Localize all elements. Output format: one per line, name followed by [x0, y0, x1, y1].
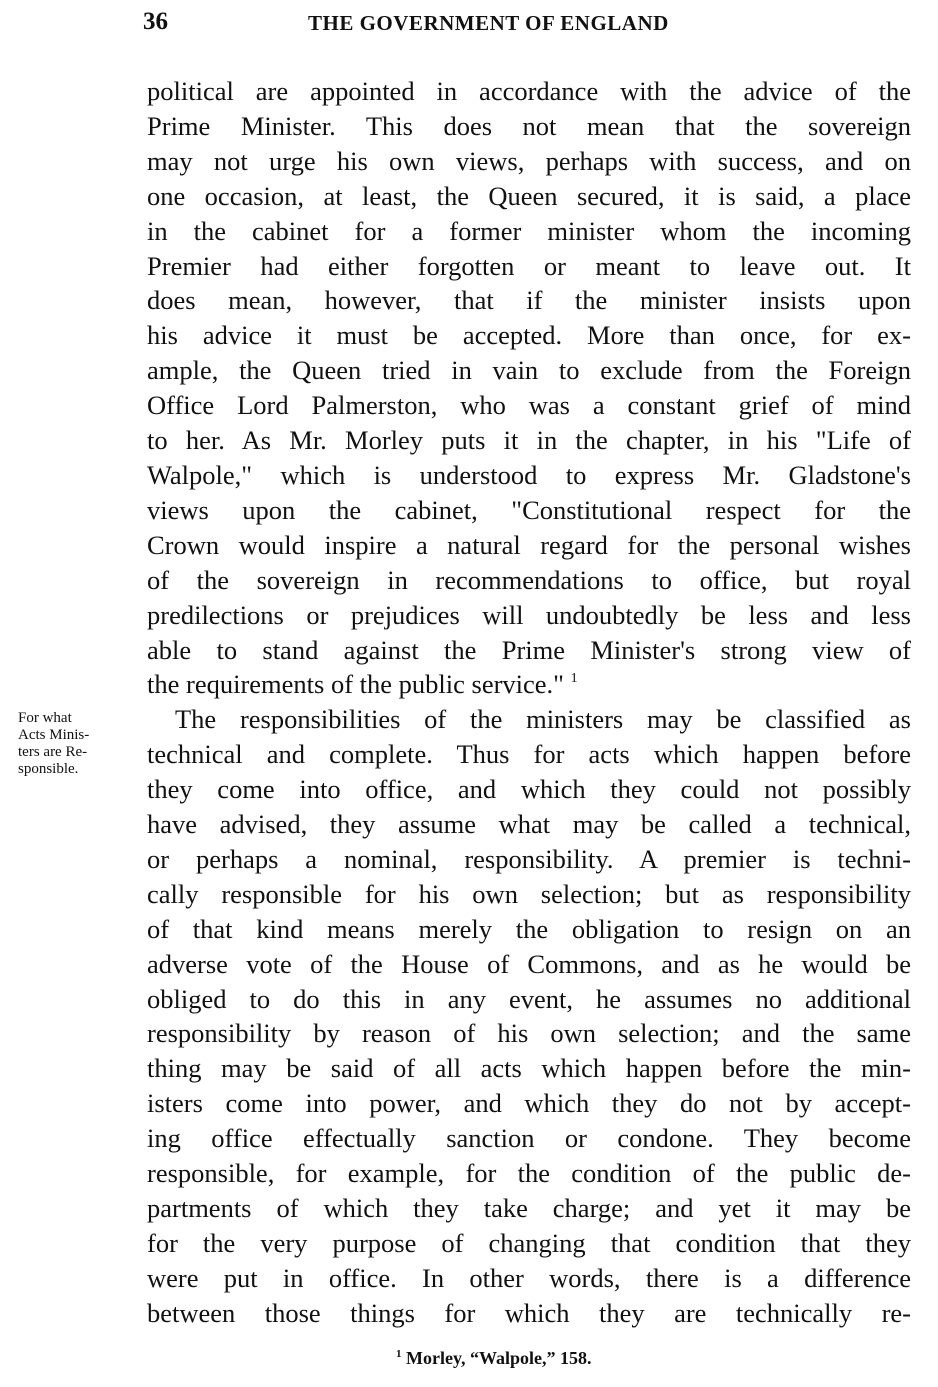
body-line: obliged to do this in any event, he assumes no additional	[147, 983, 911, 1014]
margin-note-line: ters are Re-	[18, 744, 88, 760]
body-line: his advice it must be accepted. More than once, for ex-	[147, 320, 911, 351]
body-text	[147, 74, 911, 1331]
body-line: of that kind means merely the obligation to resign on an	[147, 913, 911, 944]
body-line: for the very purpose of changing that condition that they	[147, 1227, 911, 1258]
body-line: to her. As Mr. Morley puts it in the chapter, in his "Life of	[147, 425, 911, 456]
body-line: they come into office, and which they could not possibly	[147, 774, 911, 805]
footnote	[396, 1348, 591, 1369]
body-line: responsibility by reason of his own selection; and the same	[147, 1018, 911, 1049]
body-line: may not urge his own views, perhaps with success, and on	[147, 145, 911, 176]
body-line: predilections or prejudices will undoubtedly be less and less	[147, 599, 911, 630]
body-line: of the sovereign in recommendations to office, but royal	[147, 564, 911, 595]
body-line: technical and complete. Thus for acts which happen before	[147, 739, 911, 770]
running-head: THE GOVERNMENT OF ENGLAND	[308, 11, 669, 35]
body-line: between those things for which they are technically re-	[147, 1297, 911, 1328]
body-line: thing may be said of all acts which happen before the min-	[147, 1053, 911, 1084]
body-line: isters come into power, and which they do not by accept-	[147, 1088, 911, 1119]
page-number: 36	[143, 8, 168, 35]
body-line-text: the requirements of the public service."	[147, 669, 564, 700]
footnote-reference[interactable]: 1	[570, 671, 578, 687]
footnote-text: Morley, “Walpole,” 158.	[406, 1348, 592, 1368]
body-line: Walpole," which is understood to express Mr. Gladstone's	[147, 459, 911, 490]
body-line: able to stand against the Prime Minister's strong view of	[147, 634, 911, 665]
body-line: have advised, they assume what may be called a technical,	[147, 809, 911, 840]
body-line: in the cabinet for a former minister whom the incoming	[147, 215, 911, 246]
margin-note	[18, 710, 142, 778]
body-line-paragraph-end	[147, 667, 911, 702]
body-line-paragraph-start: The responsibilities of the ministers may be classified as	[175, 704, 911, 735]
body-line: or perhaps a nominal, responsibility. A premier is techni-	[147, 843, 911, 874]
body-line: one occasion, at least, the Queen secured, it is said, a place	[147, 180, 911, 211]
body-line: does mean, however, that if the minister insists upon	[147, 285, 911, 316]
body-line: ing office effectually sanction or condone. They become	[147, 1123, 911, 1154]
body-line: ample, the Queen tried in vain to exclude from the Foreign	[147, 355, 911, 386]
footnote-marker: 1	[396, 1348, 402, 1360]
body-line: partments of which they take charge; and yet it may be	[147, 1193, 911, 1223]
margin-note-line: For what	[18, 710, 72, 726]
body-line: views upon the cabinet, "Constitutional respect for the	[147, 494, 911, 525]
body-line: were put in office. In other words, there is a difference	[147, 1262, 911, 1293]
body-line: responsible, for example, for the condition of the public de-	[147, 1158, 911, 1189]
body-line: political are appointed in accordance with the advice of the	[147, 76, 911, 106]
body-line: Premier had either forgotten or meant to leave out. It	[147, 250, 911, 281]
body-line: Office Lord Palmerston, who was a constant grief of mind	[147, 390, 911, 421]
body-line: Prime Minister. This does not mean that the sovereign	[147, 110, 911, 141]
body-line: Crown would inspire a natural regard for the personal wishes	[147, 529, 911, 560]
margin-note-line: sponsible.	[18, 761, 79, 777]
margin-note-line: Acts Minis-	[18, 727, 90, 743]
body-line: cally responsible for his own selection; but as responsibility	[147, 878, 911, 909]
body-line: adverse vote of the House of Commons, and as he would be	[147, 948, 911, 979]
